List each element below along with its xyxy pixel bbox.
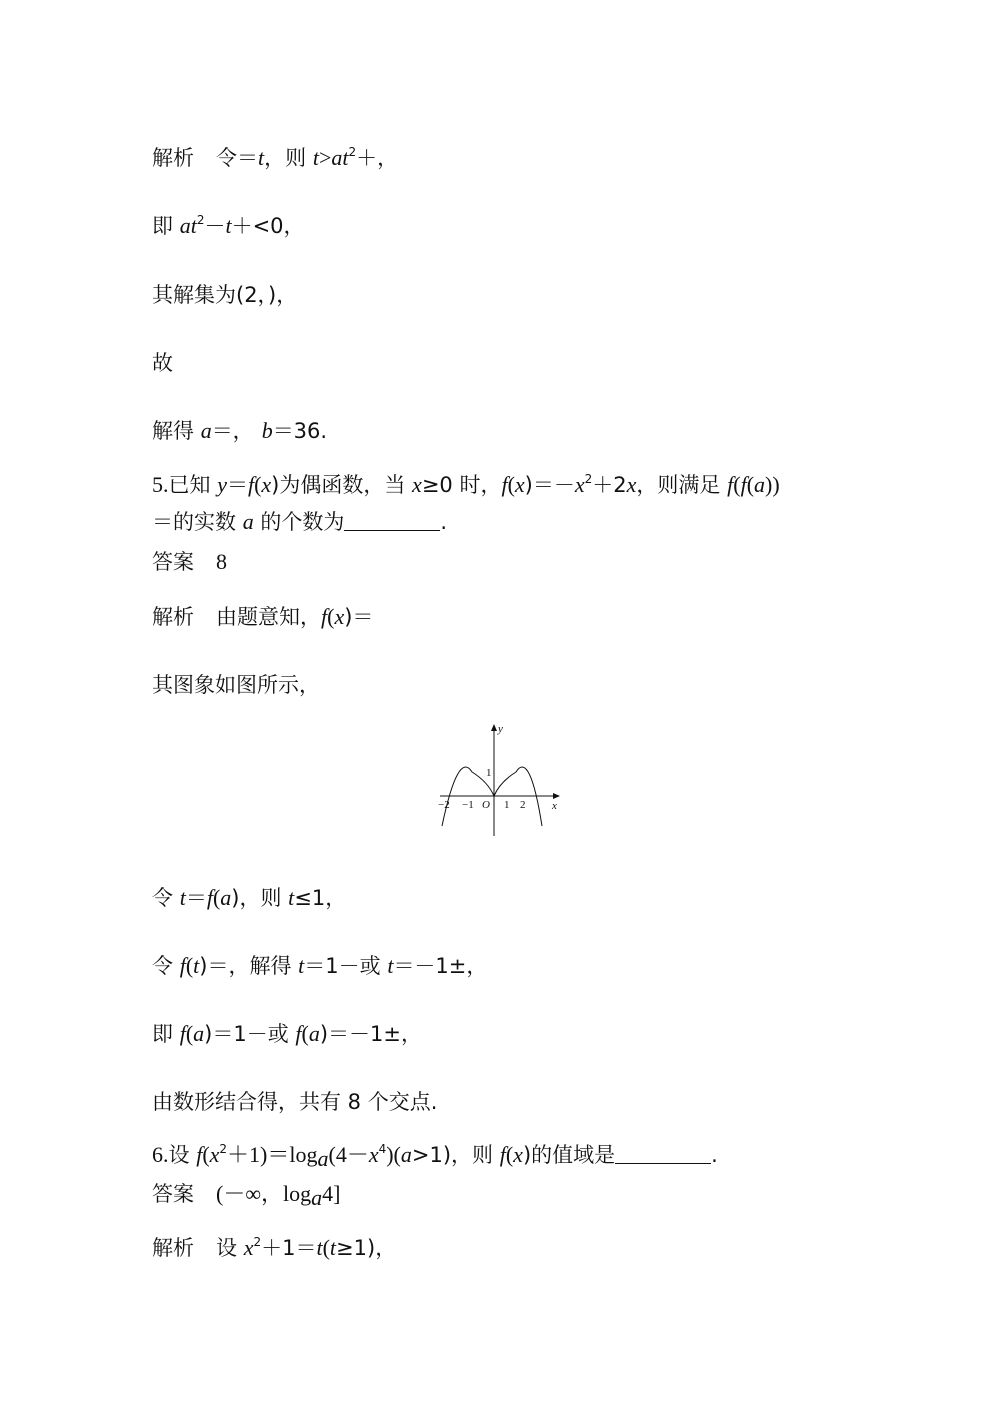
var: at <box>331 145 349 170</box>
text: ，则满足 <box>636 473 728 497</box>
var: x <box>334 604 345 629</box>
text: ＝ <box>226 473 248 497</box>
text: 解得 <box>152 419 201 443</box>
log-base: a <box>317 1146 329 1171</box>
solution-label: 解析 <box>152 1236 194 1260</box>
text: )的值域是 <box>522 1143 616 1167</box>
var: y <box>217 472 227 497</box>
var: x <box>514 472 525 497</box>
text: 其解集为(2，)， <box>152 283 298 307</box>
text: 故 <box>152 351 173 375</box>
text: ，则 <box>264 146 313 170</box>
tick-label-2: 2 <box>520 799 526 811</box>
exponent: 2 <box>348 145 357 159</box>
text: ＝， <box>211 419 254 443</box>
var: t <box>258 145 265 170</box>
solution-5-line-1 <box>152 603 373 631</box>
text: )＝－ <box>524 473 575 497</box>
var: t <box>288 885 295 910</box>
y-axis-arrow <box>491 724 497 731</box>
text: )为偶函数，当 <box>271 473 413 497</box>
text: ＝ <box>185 886 207 910</box>
var: f <box>179 953 186 978</box>
var: x <box>412 472 422 497</box>
var: x <box>368 1142 379 1167</box>
text: ( <box>733 472 741 497</box>
text: )) <box>765 472 780 497</box>
y-axis-label: y <box>498 723 503 735</box>
text: (4－ <box>328 1142 369 1167</box>
text: ( <box>505 1142 514 1167</box>
text: － <box>204 214 226 238</box>
var: a <box>242 509 254 534</box>
text: 即 <box>152 214 180 238</box>
tick-label-neg2: −2 <box>438 799 450 811</box>
text: ≤1， <box>294 886 347 910</box>
text: 设 <box>216 1236 244 1260</box>
tick-label-neg1: −1 <box>462 799 474 811</box>
text: ( <box>746 472 755 497</box>
x-axis-label: x <box>552 800 557 812</box>
text: )( <box>386 1142 401 1167</box>
text: ( <box>507 472 515 497</box>
var: f <box>501 472 508 497</box>
text: ≥1)， <box>336 1236 397 1260</box>
text: 设 <box>168 1143 197 1167</box>
solution-line-4 <box>152 349 173 377</box>
var: b <box>261 418 273 443</box>
x-axis-arrow <box>553 793 560 799</box>
text: )，则 <box>231 886 289 910</box>
var: a <box>200 418 212 443</box>
question-5-line-1 <box>152 471 780 499</box>
text: ≥0 时， <box>421 473 502 497</box>
var: x <box>626 472 637 497</box>
log-base: a <box>311 1185 323 1210</box>
text: )＝，解得 <box>199 954 299 978</box>
text: 令 <box>152 886 180 910</box>
text: 令 <box>152 954 180 978</box>
text: ( <box>327 604 335 629</box>
solution-label: 解析 <box>152 146 194 170</box>
text: ＋， <box>356 146 399 170</box>
answer-value: 8 <box>216 549 227 574</box>
text: 由题意知， <box>216 605 321 629</box>
exponent: 4 <box>378 1142 387 1156</box>
var: x <box>243 1235 254 1260</box>
function-graph <box>436 720 566 840</box>
var: t <box>316 1235 323 1260</box>
origin-label: O <box>482 799 490 811</box>
answer-label: 答案 <box>152 550 194 574</box>
text: ( <box>322 1235 330 1260</box>
var: t <box>179 885 186 910</box>
exponent: 2 <box>219 1142 228 1156</box>
var: f <box>321 604 328 629</box>
var: f <box>499 1142 506 1167</box>
var: f <box>740 472 747 497</box>
var: t <box>225 213 232 238</box>
answer-value: (－∞，log <box>216 1181 312 1206</box>
var: t <box>193 953 200 978</box>
answer-value: 4] <box>322 1181 341 1206</box>
tick-label-y1: 1 <box>486 767 492 779</box>
var: a <box>400 1142 412 1167</box>
solution-line-1 <box>152 144 398 172</box>
answer-5 <box>152 548 227 576</box>
var: a <box>754 472 766 497</box>
text: ＋1)＝log <box>227 1142 318 1167</box>
question-number: 5. <box>152 472 169 497</box>
answer-blank <box>615 1143 711 1164</box>
solution-5-line-3 <box>152 884 346 912</box>
text: ＝36. <box>272 419 328 443</box>
var: t <box>312 145 319 170</box>
text: ＝的实数 <box>152 510 243 534</box>
var: x <box>261 472 272 497</box>
var: t <box>329 1235 337 1260</box>
solution-6-line-1 <box>152 1234 396 1262</box>
var: x <box>574 472 585 497</box>
text: )＝1－或 <box>204 1022 296 1046</box>
var: f <box>196 1142 203 1167</box>
solution-line-5 <box>152 417 327 445</box>
curve-right <box>494 767 542 826</box>
var: a <box>308 1021 320 1046</box>
solution-5-line-4 <box>152 952 487 980</box>
text: 其图象如图所示， <box>152 673 320 697</box>
solution-5-line-2 <box>152 671 320 699</box>
text: ( <box>202 1142 210 1167</box>
var: a <box>193 1021 205 1046</box>
text: >1)，则 <box>411 1143 500 1167</box>
var: f <box>295 1021 302 1046</box>
var: at <box>179 213 197 238</box>
tick-label-1: 1 <box>504 799 510 811</box>
text: )＝ <box>344 605 374 629</box>
exponent: 2 <box>584 472 593 486</box>
exponent: 2 <box>196 213 205 227</box>
text: ( <box>254 472 262 497</box>
text: 由数形结合得，共有 8 个交点. <box>152 1090 438 1114</box>
var: f <box>206 885 213 910</box>
text: ( <box>185 953 194 978</box>
solution-5-line-6 <box>152 1088 437 1116</box>
text: ＝1－或 <box>304 954 388 978</box>
answer-6 <box>152 1180 340 1208</box>
solution-line-3 <box>152 281 297 309</box>
var: x <box>209 1142 220 1167</box>
var: a <box>220 885 232 910</box>
question-number: 6. <box>152 1142 169 1167</box>
text: . <box>440 510 448 534</box>
text: ( <box>301 1021 309 1046</box>
var: f <box>247 472 255 497</box>
text: > <box>318 145 332 170</box>
answer-blank <box>344 510 440 531</box>
var: f <box>727 472 734 497</box>
text: 即 <box>152 1022 180 1046</box>
var: x <box>513 1142 523 1167</box>
text: ＋2 <box>592 473 627 497</box>
text: ＋<0， <box>231 214 305 238</box>
text: . <box>711 1143 718 1167</box>
var: f <box>179 1021 186 1046</box>
solution-label: 解析 <box>152 605 194 629</box>
text: ( <box>212 885 221 910</box>
text: ＋1＝ <box>261 1236 317 1260</box>
var: t <box>387 953 394 978</box>
var: t <box>298 953 305 978</box>
text: ＝－1±， <box>393 954 488 978</box>
text: 的个数为 <box>253 510 345 534</box>
answer-label: 答案 <box>152 1182 194 1206</box>
text: 令＝ <box>216 146 258 170</box>
text: ( <box>185 1021 194 1046</box>
question-5-line-2 <box>152 508 447 536</box>
solution-5-line-5 <box>152 1020 422 1048</box>
text: )＝－1±， <box>319 1022 422 1046</box>
text: 已知 <box>168 473 218 497</box>
question-6 <box>152 1141 718 1169</box>
exponent: 2 <box>253 1235 262 1249</box>
solution-line-2 <box>152 212 305 240</box>
